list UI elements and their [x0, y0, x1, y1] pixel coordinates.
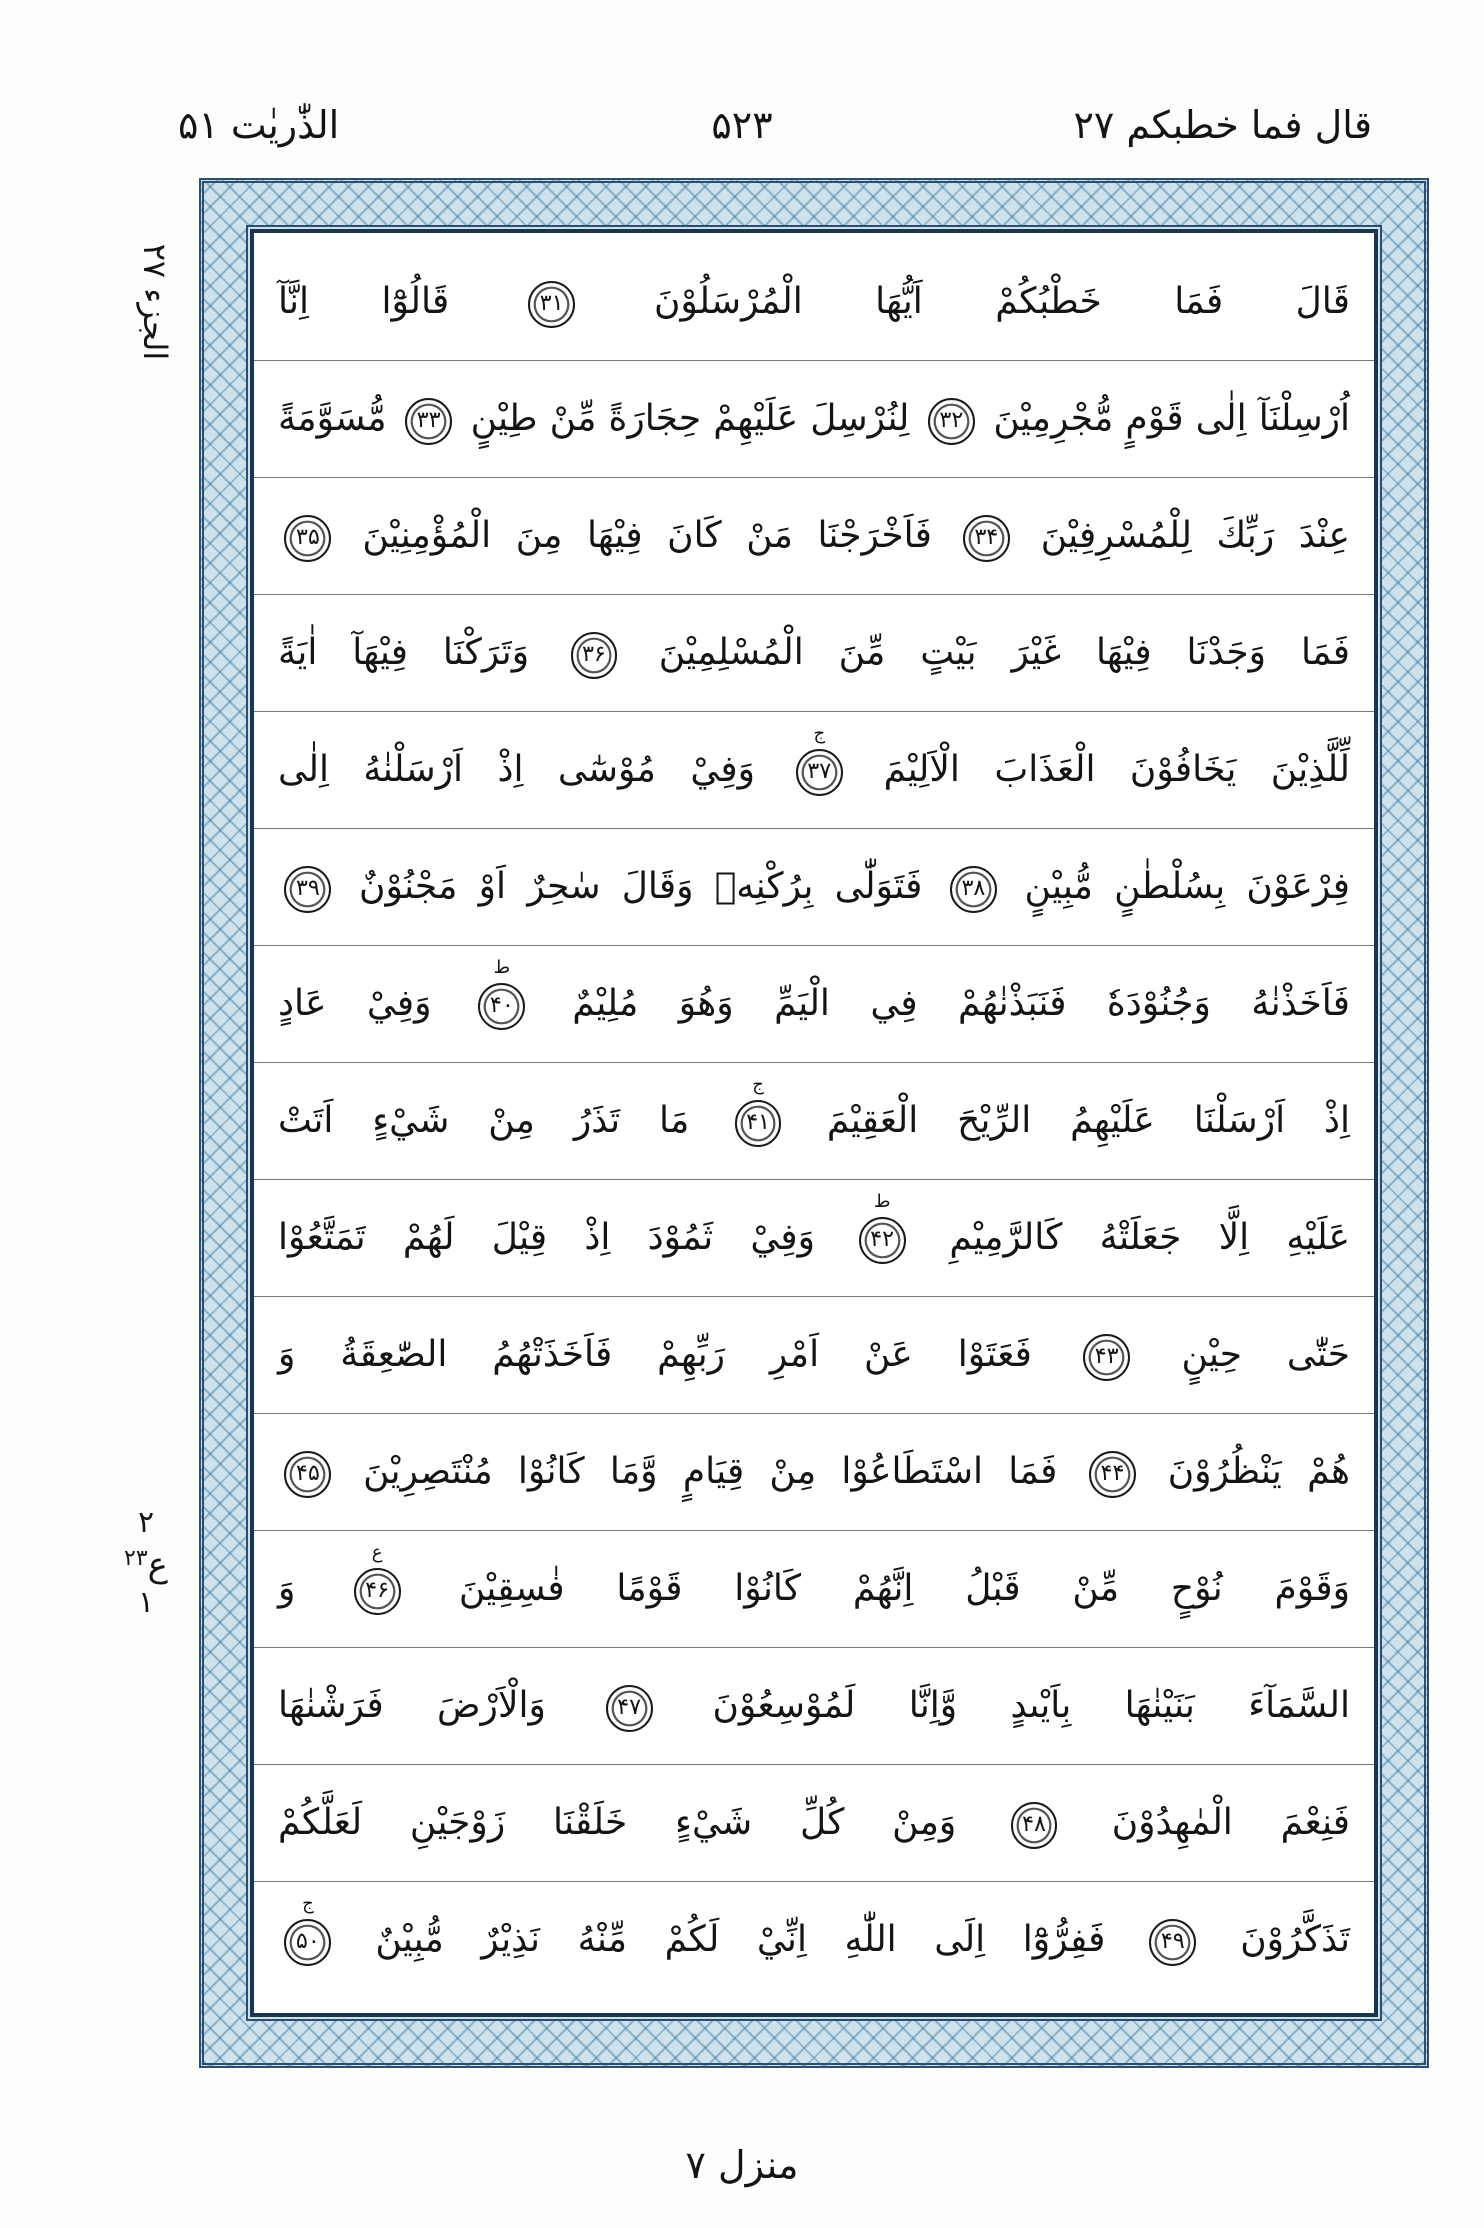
- verse-text: فَمَا وَجَدْنَا فِيْهَا غَيْرَ بَيْتٍ مِّنَ الْمُسْلِمِيْنَ: [658, 632, 1350, 673]
- ayah-marker-wrap: [528, 278, 575, 328]
- surah-title: الذّٰریٰت ۵۱: [178, 103, 340, 147]
- ayah-marker-wrap: [1089, 1448, 1136, 1498]
- ayah-end-marker: ۴۲: [859, 1217, 906, 1264]
- text-line-12: [254, 1531, 1374, 1648]
- verse-text: قَالُوْٓا اِنَّآ: [278, 281, 450, 322]
- ruku-end-mark: ع: [371, 1542, 383, 1564]
- ayah-marker-wrap: [1083, 1331, 1130, 1381]
- verse-text: فَنِعْمَ الْمٰهِدُوْنَ: [1111, 1802, 1351, 1843]
- verse-text: وَفِيْ ثَمُوْدَ اِذْ قِيْلَ لَهُمْ تَمَتَّعُوْا: [278, 1217, 815, 1258]
- waqf-mark: ط: [873, 1191, 891, 1213]
- ayah-end-marker: ۴۹: [1149, 1919, 1196, 1966]
- verse-text: حَتّٰى حِيْنٍ: [1181, 1334, 1350, 1375]
- ayah-marker-wrap: [354, 1542, 401, 1615]
- ayah-end-marker: ۴۰: [478, 983, 525, 1030]
- text-line-5: [254, 712, 1374, 829]
- ayah-end-marker: ۴۴: [1089, 1451, 1136, 1498]
- ruku-symbol: ع: [147, 1545, 168, 1585]
- waqf-mark: ج: [302, 1893, 314, 1915]
- text-panel: [250, 229, 1378, 2017]
- ayah-marker-wrap: [571, 629, 618, 679]
- verse-text: تَذَكَّرُوْنَ: [1240, 1919, 1350, 1960]
- ayah-marker-wrap: [284, 1448, 331, 1498]
- verse-text: مُّسَوَّمَةً: [278, 398, 387, 439]
- text-line-2: [254, 361, 1374, 478]
- ruku-juz-number: ۱: [137, 1585, 155, 1620]
- verse-text: فَتَوَلّٰى بِرُكْنِهٖ وَقَالَ سٰحِرٌ اَوْ مَجْنُوْنٌ: [359, 866, 923, 907]
- ayah-end-marker: ۳۴: [963, 515, 1010, 562]
- juz-title: قال فما خطبکم ۲۷: [1073, 103, 1372, 147]
- verse-text: وَفِيْ عَادٍ: [278, 983, 432, 1024]
- ruku-surah-number: ۲: [137, 1505, 155, 1540]
- verse-text: اِذْ اَرْسَلْنَا عَلَيْهِمُ الرِّيْحَ الْعَقِيْمَ: [826, 1100, 1350, 1141]
- verse-text: وَفِيْ مُوْسٰٓى اِذْ اَرْسَلْنٰهُ اِلٰى: [278, 749, 755, 790]
- waqf-mark: ج: [813, 723, 826, 745]
- ayah-marker-wrap: [859, 1191, 906, 1264]
- verse-text: فَفِرُّوْٓا اِلَى اللّٰهِ اِنِّيْ لَكُمْ مِّنْهُ نَذِيْرٌ مُّبِيْنٌ: [375, 1919, 1106, 1960]
- text-line-4: [254, 595, 1374, 712]
- text-line-8: [254, 1063, 1374, 1180]
- decorative-border-frame: [199, 178, 1429, 2068]
- verse-text: اُرْسِلْنَآ اِلٰى قَوْمٍ مُّجْرِمِيْنَ: [993, 398, 1351, 439]
- ruku-marker: [104, 1505, 188, 1621]
- verse-text: السَّمَآءَ بَنَيْنٰهَا بِاَيْىدٍ وَّاِنَّا لَمُوْسِعُوْنَ: [712, 1685, 1351, 1726]
- verse-text: عَلَيْهِ اِلَّا جَعَلَتْهُ كَالرَّمِيْمِ: [949, 1217, 1350, 1258]
- ruku-symbol-row: [104, 1541, 188, 1585]
- ayah-end-marker: ۴۱: [735, 1100, 782, 1147]
- text-line-15: [254, 1882, 1374, 1999]
- text-line-6: [254, 829, 1374, 946]
- text-line-7: [254, 946, 1374, 1063]
- ayah-end-marker: ۳۵: [284, 515, 331, 562]
- verse-text: فَاَخَذْنٰهُ وَجُنُوْدَهٗ فَنَبَذْنٰهُمْ فِي الْيَمِّ وَهُوَ مُلِيْمٌ: [572, 983, 1350, 1024]
- verse-text: فَاَخْرَجْنَا مَنْ كَانَ فِيْهَا مِنَ الْمُؤْمِنِيْنَ: [362, 515, 932, 556]
- verse-text: عِنْدَ رَبِّكَ لِلْمُسْرِفِيْنَ: [1040, 515, 1351, 556]
- verse-text: قَالَ فَمَا خَطْبُكُمْ اَيُّهَا الْمُرْسَلُوْنَ: [653, 281, 1350, 322]
- ayah-marker-wrap: [478, 957, 525, 1030]
- ayah-end-marker: ۳۷: [796, 749, 843, 796]
- verse-text: هُمْ يَنْظُرُوْنَ: [1167, 1451, 1351, 1492]
- verse-text: مَا تَذَرُ مِنْ شَيْءٍ اَتَتْ: [278, 1100, 690, 1141]
- ayah-marker-wrap: [284, 863, 331, 913]
- verse-text: فَعَتَوْا عَنْ اَمْرِ رَبِّهِمْ فَاَخَذَتْهُمُ الصّٰعِقَةُ وَ: [278, 1334, 1032, 1375]
- verse-text: فَمَا اسْتَطَاعُوْا مِنْ قِيَامٍ وَّمَا كَانُوْا مُنْتَصِرِيْنَ: [363, 1451, 1058, 1492]
- waqf-mark: ج: [752, 1074, 764, 1096]
- ayah-marker-wrap: [284, 512, 331, 562]
- ayah-marker-wrap: [284, 1893, 331, 1966]
- ayah-end-marker: ۵۰: [284, 1919, 331, 1966]
- ayah-end-marker: ۳۳: [405, 398, 452, 445]
- text-line-14: [254, 1765, 1374, 1882]
- ayah-end-marker: ۳۶: [571, 632, 618, 679]
- text-line-3: [254, 478, 1374, 595]
- ayah-marker-wrap: [405, 395, 452, 445]
- ayah-end-marker: ۳۹: [284, 866, 331, 913]
- verse-text: وَ: [278, 1568, 296, 1609]
- ayah-marker-wrap: [950, 863, 997, 913]
- ayah-end-marker: ۳۲: [928, 398, 975, 445]
- verse-text: فِرْعَوْنَ بِسُلْطٰنٍ مُّبِيْنٍ: [1024, 866, 1350, 907]
- waqf-mark: ط: [493, 957, 511, 979]
- ayah-marker-wrap: [606, 1682, 653, 1732]
- ruku-verse-count: ۲۳: [124, 1546, 148, 1571]
- verse-text: وَقَوْمَ نُوْحٍ مِّنْ قَبْلُ اِنَّهُمْ كَانُوْا قَوْمًا فٰسِقِيْنَ: [458, 1568, 1350, 1609]
- ayah-marker-wrap: [735, 1074, 782, 1147]
- text-line-1: [254, 244, 1374, 361]
- ayah-marker-wrap: [1149, 1916, 1196, 1966]
- ayah-end-marker: ۴۶: [354, 1568, 401, 1615]
- text-line-10: [254, 1297, 1374, 1414]
- manzil-label: منزل ۷: [685, 2143, 799, 2187]
- juz-margin-marker: الجزء ۲۷: [136, 243, 174, 361]
- ayah-end-marker: ۴۵: [284, 1451, 331, 1498]
- text-line-11: [254, 1414, 1374, 1531]
- page-number: ۵۲۳: [711, 103, 773, 147]
- verse-text: لِنُرْسِلَ عَلَيْهِمْ حِجَارَةً مِّنْ طِيْنٍ: [470, 398, 910, 439]
- verse-text: وَمِنْ كُلِّ شَيْءٍ خَلَقْنَا زَوْجَيْنِ لَعَلَّكُمْ: [278, 1802, 957, 1843]
- verse-text: وَالْاَرْضَ فَرَشْنٰهَا: [278, 1685, 546, 1726]
- verse-text: وَتَرَكْنَا فِيْهَآ اٰيَةً: [278, 632, 530, 673]
- ayah-marker-wrap: [796, 723, 843, 796]
- ayah-end-marker: ۴۷: [606, 1685, 653, 1732]
- ayah-end-marker: ۴۸: [1011, 1802, 1058, 1849]
- ayah-end-marker: ۳۸: [950, 866, 997, 913]
- ayah-end-marker: ۳۱: [528, 281, 575, 328]
- ayah-marker-wrap: [928, 395, 975, 445]
- verse-text: لِّلَّذِيْنَ يَخَافُوْنَ الْعَذَابَ الْاَلِيْمَ: [883, 749, 1350, 790]
- ayah-end-marker: ۴۳: [1083, 1334, 1130, 1381]
- text-line-13: [254, 1648, 1374, 1765]
- text-line-9: [254, 1180, 1374, 1297]
- ayah-marker-wrap: [1011, 1799, 1058, 1849]
- ayah-marker-wrap: [963, 512, 1010, 562]
